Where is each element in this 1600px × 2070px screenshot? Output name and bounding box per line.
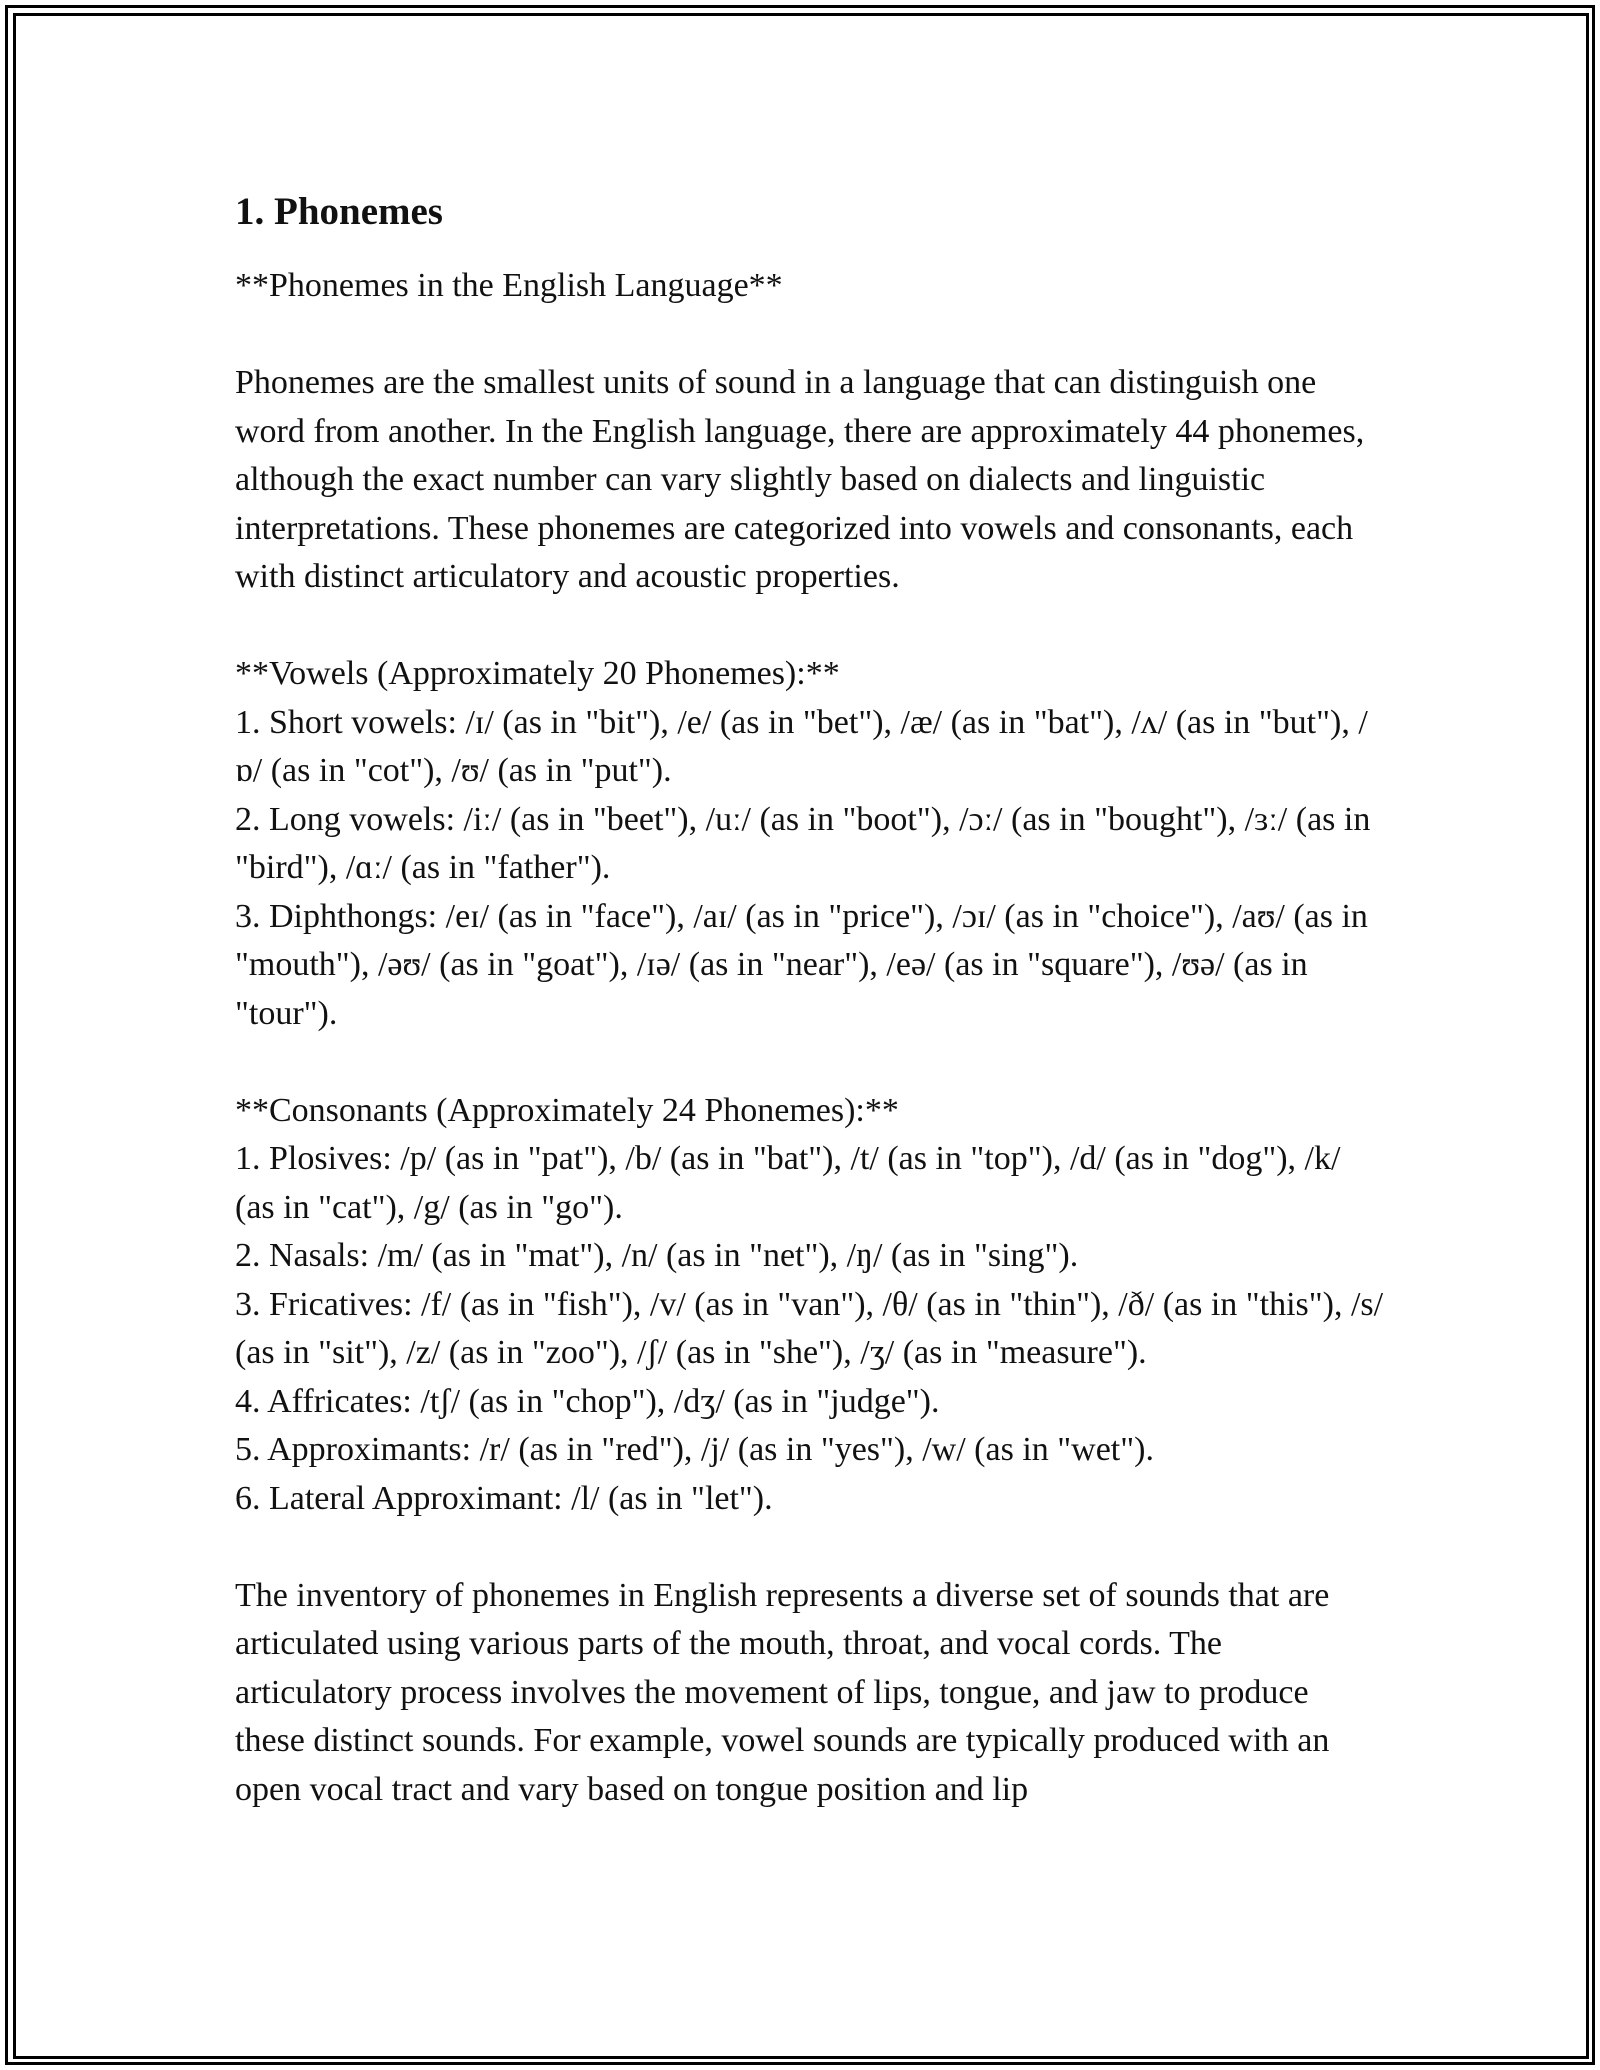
subtitle: **Phonemes in the English Language**: [235, 267, 783, 304]
consonant-item-fricatives: 3. Fricatives: /f/ (as in "fish"), /v/ (as in "van"), /θ/ (as in "thin"), /ð/ (as in "this"), /s/ (as in "sit"), /z/ (as in "zoo"), /ʃ/ (as in "she"), /ʒ/ (as in "measure").: [235, 1285, 1384, 1371]
vowel-item-diphthongs: 3. Diphthongs: /eɪ/ (as in "face"), /aɪ/ (as in "price"), /ɔɪ/ (as in "choice"), /aʊ/ (as in "mouth"), /əʊ/ (as in "goat"), /ɪə/ (as in "near"), /eə/ (as in "square"), /ʊə/ (as in "tour").: [235, 897, 1368, 1032]
consonant-item-lateral: 6. Lateral Approximant: /l/ (as in "let").: [235, 1479, 773, 1517]
document-body: [235, 184, 1385, 1814]
paragraph-gap: [235, 1523, 1385, 1572]
consonant-item-plosives: 1. Plosives: /p/ (as in "pat"), /b/ (as in "bat"), /t/ (as in "top"), /d/ (as in "dog"), /k/ (as in "cat"), /g/ (as in "go").: [235, 1140, 1341, 1226]
consonant-item-affricates: 4. Affricates: /tʃ/ (as in "chop"), /dʒ/ (as in "judge").: [235, 1382, 940, 1420]
vowel-item-long: 2. Long vowels: /iː/ (as in "beet"), /uː/ (as in "boot"), /ɔː/ (as in "bought"), /ɜː/ (as in "bird"), /ɑː/ (as in "father").: [235, 800, 1371, 886]
consonant-item-approximants: 5. Approximants: /r/ (as in "red"), /j/ (as in "yes"), /w/ (as in "wet").: [235, 1431, 1154, 1468]
consonants-title: **Consonants (Approximately 24 Phonemes):**: [235, 1091, 899, 1129]
paragraph-gap: [235, 602, 1385, 651]
paragraph-gap: [235, 311, 1385, 360]
vowels-title: **Vowels (Approximately 20 Phonemes):**: [235, 655, 840, 692]
vowel-item-short: 1. Short vowels: /ɪ/ (as in "bit"), /e/ (as in "bet"), /æ/ (as in "bat"), /ʌ/ (as in "but"), /ɒ/ (as in "cot"), /ʊ/ (as in "put").: [235, 703, 1368, 789]
closing-paragraph: The inventory of phonemes in English represents a diverse set of sounds that are articulated using various parts of the mouth, throat, and vocal cords. The articulatory process involves the movement of lips, tongue, and jaw to produce these distinct sounds. For example, vowel sounds are typically produced with an open vocal tract and vary based on tongue position and lip: [235, 1576, 1330, 1808]
consonant-item-nasals: 2. Nasals: /m/ (as in "mat"), /n/ (as in "net"), /ŋ/ (as in "sing").: [235, 1237, 1079, 1274]
section-heading: 1. Phonemes: [235, 190, 443, 233]
intro-paragraph: Phonemes are the smallest units of sound in a language that can distinguish one word from another. In the English language, there are approximately 44 phonemes, although the exact number can vary slightly based on dialects and linguistic interpretations. These phonemes are categorized into vowels and consonants, each with distinct articulatory and acoustic properties.: [235, 364, 1365, 595]
paragraph-gap: [235, 1038, 1385, 1087]
